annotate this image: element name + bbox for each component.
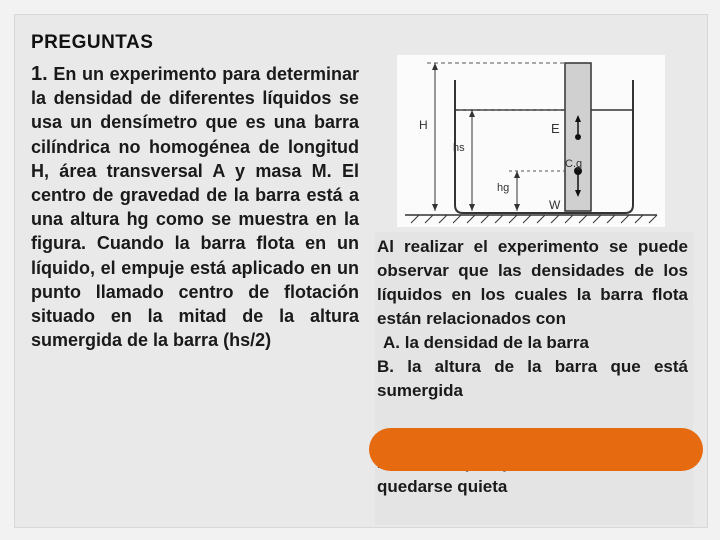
label-W: W <box>549 198 561 212</box>
label-hg: hg <box>497 182 510 194</box>
answer-stem: Al realizar el experimento se puede observar que las densidades de los líquidos en los cuales la barra flota están relacionados con <box>377 237 688 328</box>
label-cg: C.g <box>565 158 583 170</box>
question-number: 1. <box>31 63 48 85</box>
question-text <box>31 62 359 352</box>
section-heading: PREGUNTAS <box>31 32 154 53</box>
question-body: En un experimento para determinar la densidad de diferentes líquidos se usa un densímetro que es una barra cilíndrica no homogénea de longitud H, área transversal A y masa M. El centro de gravedad de la barra está a una altura hg como se muestra en la figura. Cuando la barra flota en un líquido, el empuje está aplicado en un punto llamado centro de flotación situado en la mitad de la altura sumergida de la barra (hs/2) <box>31 64 359 351</box>
option-b[interactable]: B. la altura de la barra que está sumergida <box>377 357 688 400</box>
label-E: E <box>551 121 560 136</box>
option-d[interactable]: quedarse quieta <box>377 477 508 496</box>
hydrometer-diagram <box>397 55 665 227</box>
beaker-outline <box>455 80 633 213</box>
hydrometer-figure <box>397 55 665 227</box>
label-H: H <box>419 118 428 132</box>
label-hs: hs <box>453 142 465 154</box>
option-a[interactable]: A. la densidad de la barra <box>383 333 589 352</box>
highlight-bar <box>369 428 703 471</box>
